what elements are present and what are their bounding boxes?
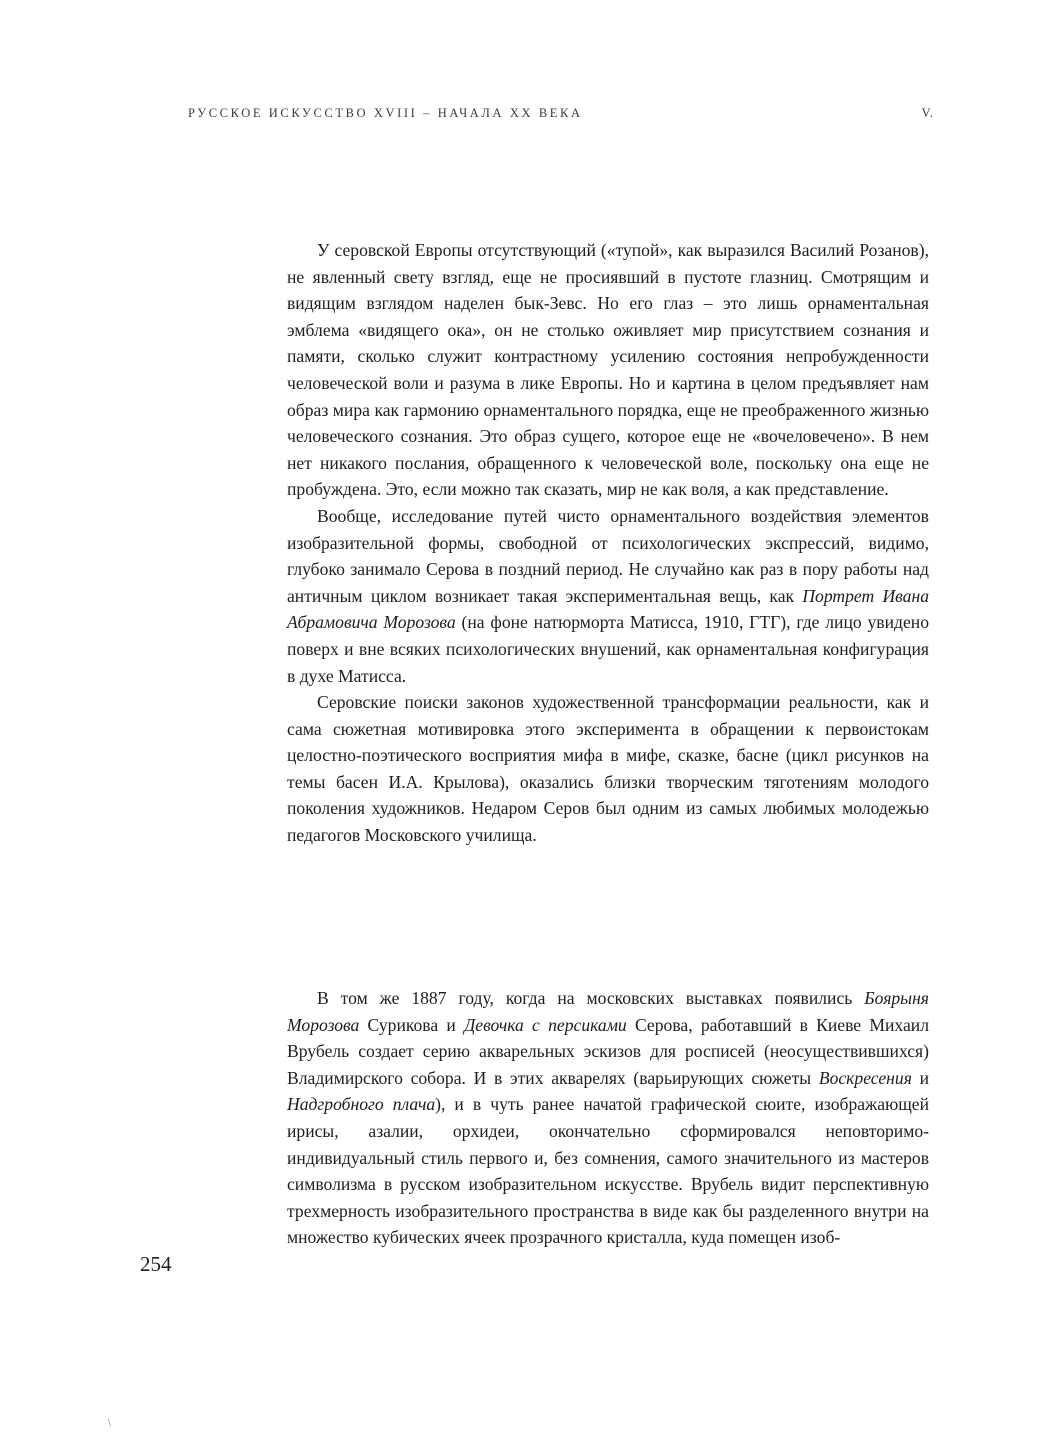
- page-number: 254: [140, 1252, 172, 1276]
- italic-title-run: Боярыня Морозова: [287, 988, 929, 1035]
- running-title: РУССКОЕ ИСКУССТВО XVIII – НАЧАЛА XX ВЕКА: [188, 106, 583, 120]
- italic-title-run: Воскресения: [818, 1067, 912, 1088]
- paragraph: [287, 985, 929, 1251]
- text-run: В том же 1887 году, когда на московских выставках появились: [317, 988, 865, 1008]
- text-run: Серовские поиски законов художественной трансформации реальности, как и сама сюжетная мотивировка этого эксперимента в обращении к первоистокам целостно-поэтического восприятия мифа в мифе, сказке, басне (цикл рисунков на темы басен И.А. Крылова), оказались близки творческим тяготениям молодого поколения художников. Недаром Серов был одним из самых любимых молодежью педагогов Московского училища.: [287, 692, 929, 846]
- text-block-continuation: [287, 985, 929, 1251]
- text-run: У серовской Европы отсутствующий («тупой», как выразился Василий Розанов), не явленный свету взгляд, еще не просиявший в пустоте глазниц. Смотрящим и видящим взглядом наделен бык-Зевс. Но его глаз – это лишь орнаментальная эмблема «видящего ока», он не столько оживляет мир присутствием сознания и памяти, сколько служит контрастному усилению состояния непробужденности человеческой воли и разума в лике Европы. Но и картина в целом предъявляет нам образ мира как гармонию орнаментального порядка, еще не преображенного жизнью человеческого сознания. Это образ сущего, которое еще не «вочеловечено». В нем нет никакого послания, обращенного к человеческой воле, поскольку она еще не пробуждена. Это, если можно так сказать, мир не как воля, а как представление.: [287, 240, 929, 500]
- text-block-main: [287, 237, 929, 849]
- text-run: ), и в чуть ранее начатой графической сюите, изображающей ирисы, азалии, орхидеи, окончательно сформировался неповторимо-индивидуальный стиль первого и, без сомнения, самого значительного из мастеров символизма в русском изобразительном искусстве. Врубель видит перспективную трехмерность изобразительного пространства в виде как бы разделенного внутри на множество кубических ячеек прозрачного кристалла, куда помещен изоб-: [287, 1094, 929, 1248]
- text-run: Сурикова и: [359, 1014, 465, 1035]
- text-run: Вообще, исследование путей чисто орнаментального воздействия элементов изобразительной формы, свободной от психологических экспрессий, видимо, глубоко занимало Серова в поздний период. Не случайно как раз в пору работы над античным циклом возникает такая экспериментальная вещь, как: [287, 505, 929, 606]
- paragraph: [287, 503, 929, 689]
- stray-scan-mark: \: [108, 1418, 111, 1429]
- italic-title-run: Надгробного плача: [287, 1094, 436, 1115]
- italic-title-run: Девочка с персиками: [464, 1014, 627, 1035]
- section-mark: V.: [921, 106, 934, 120]
- italic-title-run: Портрет Ивана Абрамовича Морозова: [287, 585, 929, 633]
- paragraph: [287, 689, 929, 849]
- text-run: Серова, работавший в Киеве Михаил Врубель создает серию акварельных эскизов для росписей (неосуществившихся) Владимирского собора. И в этих акварелях (варьирующих сюжеты: [287, 1014, 929, 1088]
- running-header: [188, 106, 934, 126]
- paragraph: [287, 237, 929, 503]
- text-run: и: [911, 1067, 929, 1088]
- text-run: (на фоне натюрморта Матисса, 1910, ГТГ), где лицо увидено поверх и вне всяких психологических внушений, как орнаментальная конфигурация в духе Матисса.: [287, 612, 929, 686]
